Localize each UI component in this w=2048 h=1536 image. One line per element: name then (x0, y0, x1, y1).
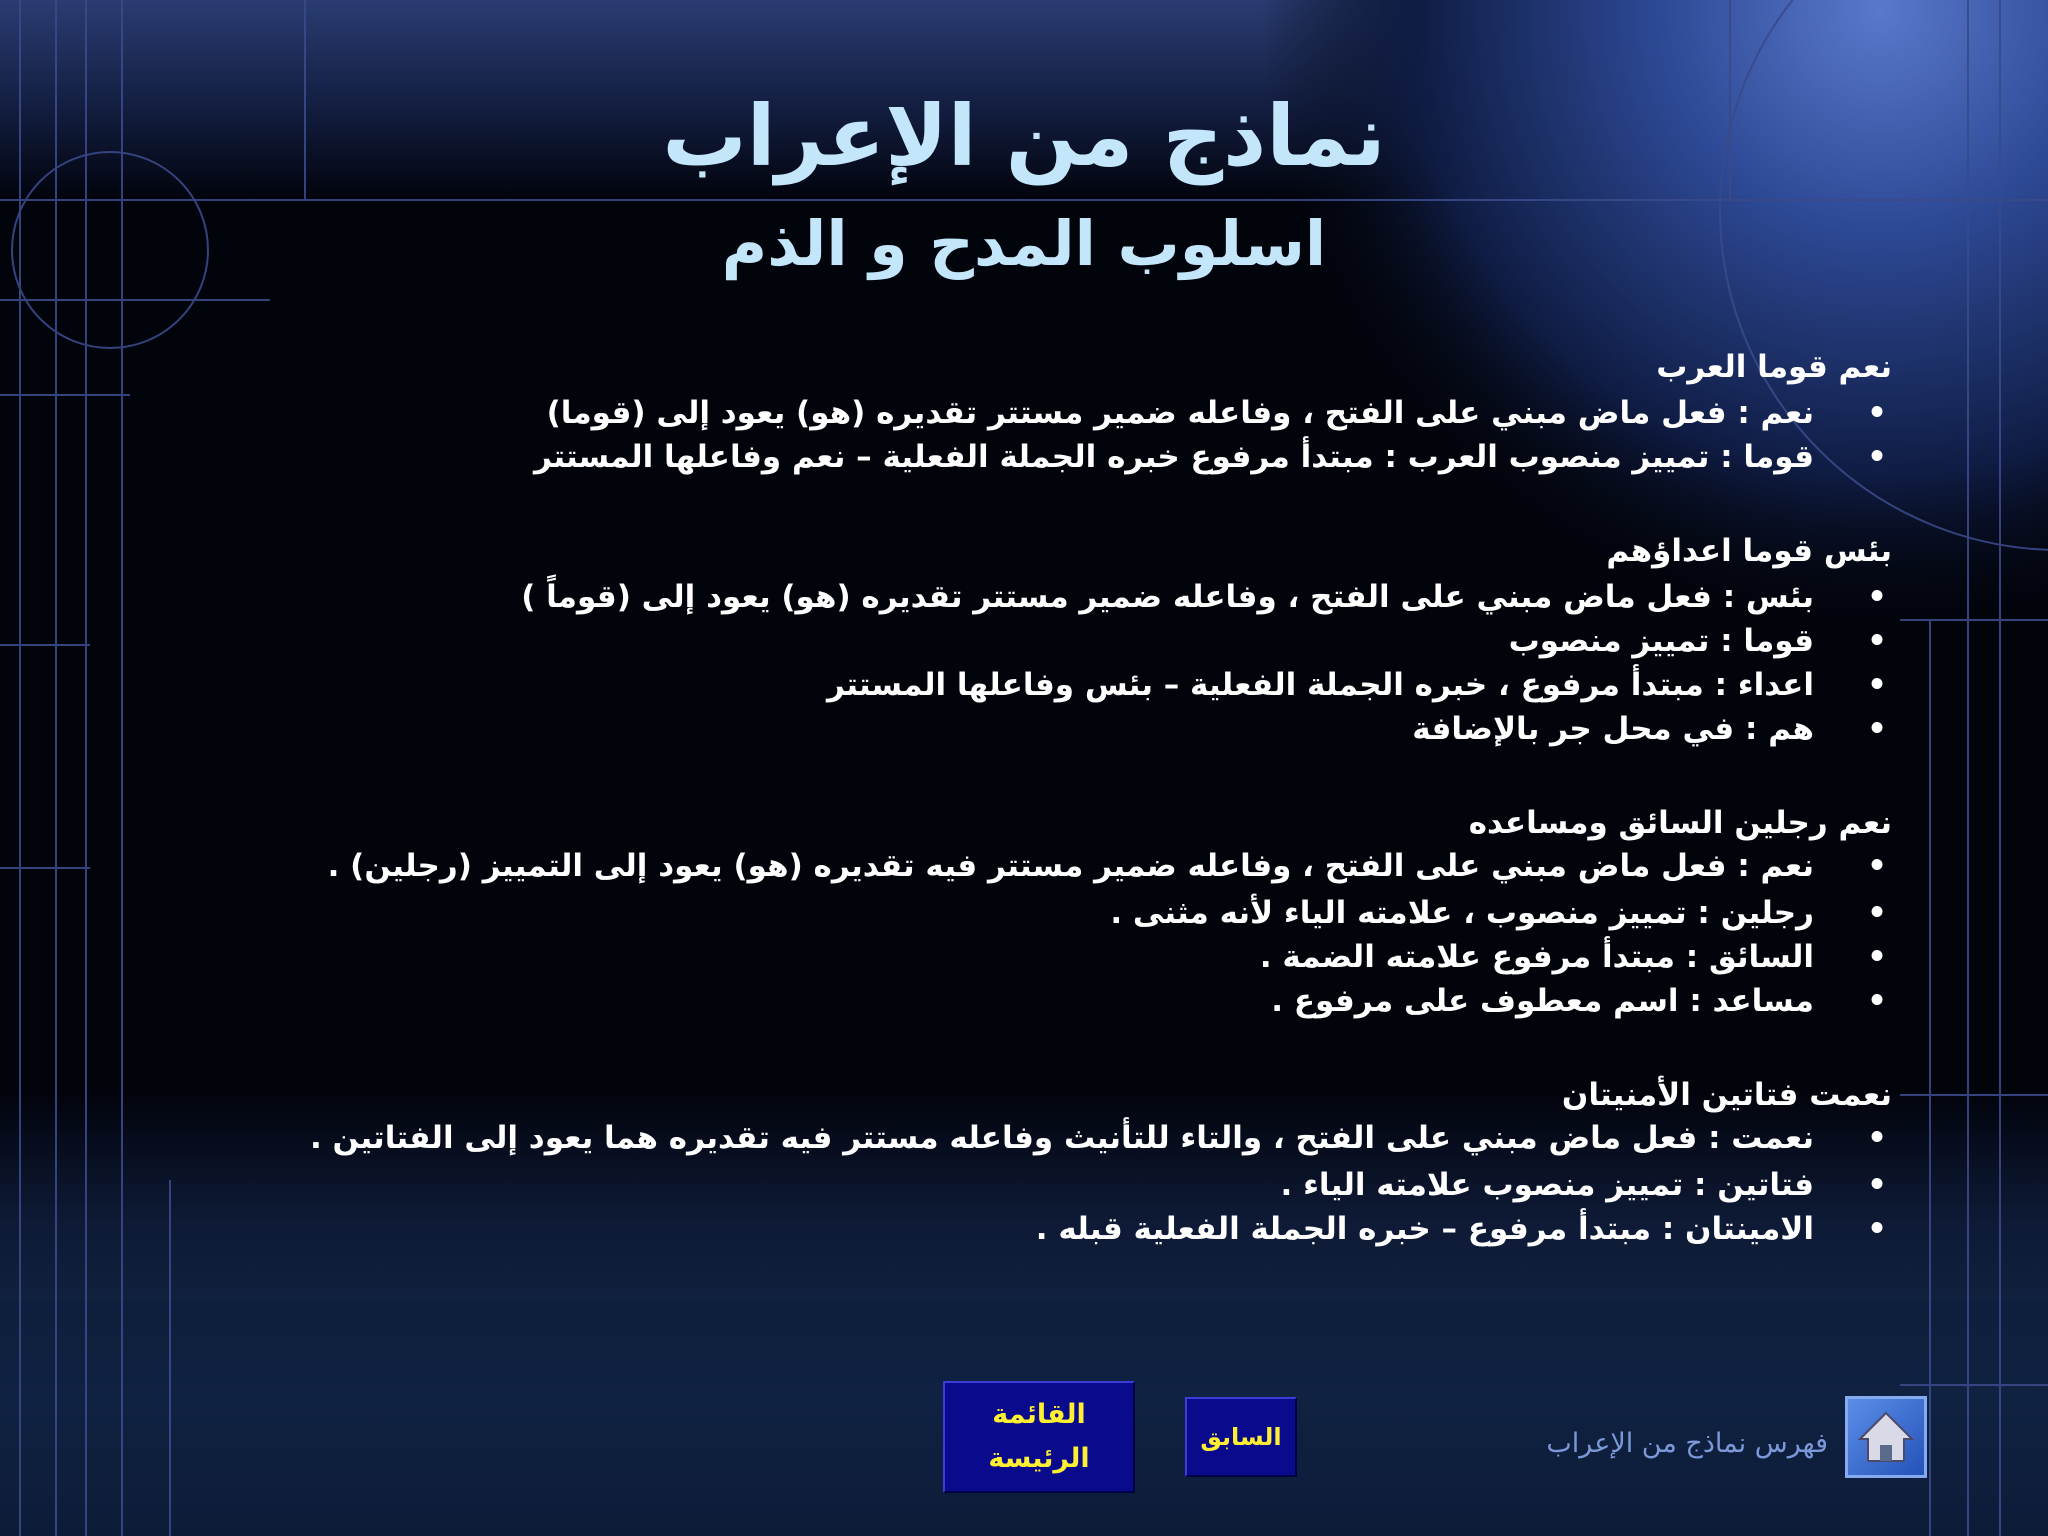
main-menu-label (988, 1393, 1089, 1481)
bullet: • (1867, 848, 1887, 884)
bullet: • (1867, 983, 1887, 1019)
section-4 (160, 1071, 1892, 1251)
list-item (160, 1207, 1892, 1251)
item-text: السائق : مبتدأ مرفوع علامته الضمة . (1259, 939, 1814, 975)
bullet: • (1867, 711, 1887, 747)
section-heading: نعم رجلين السائق ومساعده (1468, 805, 1892, 841)
page-title: نماذج من الإعراب (662, 87, 1386, 185)
bullet: • (1867, 395, 1887, 431)
bullet: • (1867, 667, 1887, 703)
list-item (160, 575, 1892, 619)
list-item (160, 707, 1892, 751)
slide-content (160, 343, 1892, 1251)
item-text: الامينتان : مبتدأ مرفوع – خبره الجملة الفعلية قبله . (1035, 1211, 1814, 1247)
bullet: • (1867, 895, 1887, 931)
main-menu-label-line2: الرئيسة (988, 1443, 1090, 1474)
section-heading: نعم قوما العرب (1656, 349, 1892, 385)
previous-button[interactable]: السابق (1185, 1397, 1297, 1477)
list-item (160, 847, 1892, 885)
item-text: قوما : تمييز منصوب العرب : مبتدأ مرفوع خبره الجملة الفعلية – نعم وفاعلها المستتر (534, 439, 1814, 475)
list-item (160, 1119, 1892, 1157)
list-item (160, 891, 1892, 935)
main-menu-label-line1: القائمة (992, 1399, 1086, 1430)
section-1 (160, 343, 1892, 479)
home-icon (1854, 1405, 1918, 1469)
list-item (160, 935, 1892, 979)
section-3 (160, 799, 1892, 1023)
item-text: قوما : تمييز منصوب (1508, 623, 1814, 659)
item-text: نعم : فعل ماض مبني على الفتح ، وفاعله ضمير مستتر تقديره (هو) يعود إلى (قوما) (546, 395, 1814, 431)
bullet: • (1867, 1120, 1887, 1156)
list-item (160, 663, 1892, 707)
section-2 (160, 527, 1892, 751)
section-heading: نعمت فتاتين الأمنيتان (1561, 1077, 1892, 1113)
item-text: بئس : فعل ماض مبني على الفتح ، وفاعله ضمير مستتر تقديره (هو) يعود إلى (قوماً ) (521, 579, 1814, 615)
list-item (160, 391, 1892, 435)
item-text: فتاتين : تمييز منصوب علامته الياء . (1280, 1167, 1814, 1203)
item-text: مساعد : اسم معطوف على مرفوع . (1271, 983, 1814, 1019)
bullet: • (1867, 1211, 1887, 1247)
list-item (160, 435, 1892, 479)
section-heading: بئس قوما اعداؤهم (1606, 533, 1892, 569)
item-text: نعم : فعل ماض مبني على الفتح ، وفاعله ضمير مستتر فيه تقديره (هو) يعود إلى التمييز (رجلين) . (327, 848, 1814, 884)
home-button[interactable] (1845, 1396, 1927, 1478)
item-text: نعمت : فعل ماض مبني على الفتح ، والتاء للتأنيث وفاعله مستتر فيه تقديره هما يعود إلى الفتاتين . (309, 1120, 1814, 1156)
index-link[interactable]: فهرس نماذج من الإعراب (1546, 1428, 1828, 1459)
page-subtitle: اسلوب المدح و الذم (721, 207, 1327, 280)
list-item (160, 979, 1892, 1023)
list-item (160, 1163, 1892, 1207)
bullet: • (1867, 1167, 1887, 1203)
main-menu-button[interactable] (943, 1381, 1135, 1493)
list-item (160, 619, 1892, 663)
bullet: • (1867, 623, 1887, 659)
item-text: اعداء : مبتدأ مرفوع ، خبره الجملة الفعلية – بئس وفاعلها المستتر (826, 667, 1814, 703)
bullet: • (1867, 939, 1887, 975)
item-text: هم : في محل جر بالإضافة (1412, 711, 1814, 747)
item-text: رجلين : تمييز منصوب ، علامته الياء لأنه مثنى . (1110, 895, 1814, 931)
bullet: • (1867, 579, 1887, 615)
bullet: • (1867, 439, 1887, 475)
